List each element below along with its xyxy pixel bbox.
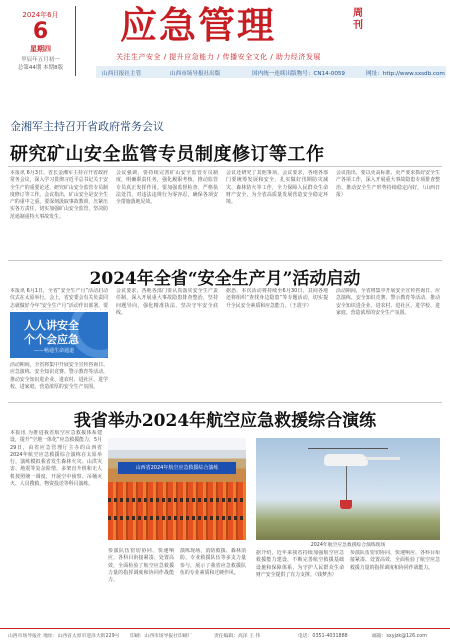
safety-month-promo	[10, 312, 108, 358]
article2-col3: 据悉，本次活动将持续至6月30日，其间各地还将组织“查找身边隐患”等专题活动，切实提升全民安全素质和应急能力。（王震宇）	[226, 288, 328, 309]
paper-name: 应急管理	[120, 4, 276, 47]
footer-phone: 电话：0351-4031888	[298, 634, 348, 639]
masthead	[0, 0, 450, 84]
info-bar	[96, 66, 446, 78]
article1-col4: 会议指出，要以更高标准、更严要求抓好安全生产各项工作，深入开展重大事故隐患专项排查整治，推动安全生产形势持续稳定向好。（山西日报）	[336, 170, 440, 198]
issue-number: 总第44期 本期8版	[17, 65, 64, 71]
promo-line3: ——畅通生命通道	[34, 348, 75, 354]
divider	[8, 166, 442, 167]
article3-col1: 本报讯 为推进我省航空应急救援体系建设，提升“空地一体化”应急救援能力，5月29日，由省应急管理厅主办的山西省2024年航空应急救援综合演练在太原举行。演练模拟我省发生森林火灾、山洪灾害、地震等复杂险情，多架直升机和无人机按照统一调度，开展空中侦察、吊桶灭火、人员搜救、物资投送等科目演练。	[10, 430, 102, 488]
article2-col4: 活动期间，全省将集中开展安全宣传咨询日、应急演练、安全知识竞赛、警示教育等活动，推动安全知识进企业、进农村、进社区、进学校、进家庭，营造浓厚的安全生产氛围。	[336, 288, 440, 316]
footer-address: 山西市场导报社 地址：山西省太原市迎泽大街229号	[8, 634, 120, 639]
article2-col1-bottom: 活动期间，全省将集中开展安全宣传咨询日、应急演练、安全知识竞赛、警示教育等活动，推动安全知识进企业、进农村、进社区、进学校、进家庭，营造浓厚的安全生产氛围。	[10, 362, 108, 390]
footer-editor: 责任编辑：高泽 王 伟	[214, 634, 261, 639]
crowd-heads	[108, 516, 246, 520]
drill-banner: 山西省2024年航空应急救援综合演练	[118, 462, 236, 474]
helicopter-tail	[366, 457, 400, 460]
bucket-cable	[346, 466, 347, 500]
footer-email[interactable]: 邮箱：sxyjzk@126.com	[372, 634, 427, 639]
sponsor: 山西日报社主管	[102, 71, 142, 77]
rescue-team-crowd	[108, 482, 246, 540]
article2-headline[interactable]: 2024年全省“安全生产月”活动启动	[89, 269, 361, 289]
date-weekday: 星期四	[30, 45, 51, 53]
helicopter-rotor	[308, 448, 388, 449]
date-day: 6	[32, 19, 49, 44]
publisher: 山西市场导报社出版	[170, 71, 221, 77]
article3-col3: 演练现场，消防救援、森林消防、专业救援队伍等多支力量参与，展示了我省应急救援队伍的专业素质和过硬作风。	[180, 548, 246, 576]
promo-line1: 人人讲安全	[24, 319, 79, 332]
water-bucket-icon	[340, 500, 352, 509]
article1-col3: 会议还研究了其他事项。会议要求，各地各部门要统筹发展和安全，扎实做好汛期防灾减灾、森林防火等工作，全力保障人民群众生命财产安全，为全省高质量发展营造安全稳定环境。	[226, 170, 328, 206]
article2-col1-top: 本报讯 6月1日，全省“安全生产月”活动启动仪式在太原举行。会上，省安委会有关负责同志就做好今年“安全生产月”活动作出部署，要	[10, 288, 108, 309]
lunar-date: 甲辰年五月初一	[21, 57, 60, 63]
date-year-month: 2024年6月	[22, 11, 59, 19]
article3-headline[interactable]: 我省举办2024年航空应急救援综合演练	[73, 411, 377, 431]
article1-col2: 会议强调，要持续完善矿山安全监管专员制度，明确职责任务，强化履职考核，推动监管专员真正发挥作用。要加强监督检查，严格执法处罚，对违法违规行为零容忍，确保各项安全措施落地见效。	[116, 170, 218, 206]
promo-line2: 个个会应急	[24, 333, 79, 346]
photo-caption: 2024年航空应急救援综合演练现场	[310, 543, 386, 548]
divider	[8, 402, 442, 403]
helicopter-photo	[256, 438, 440, 540]
website-link[interactable]: 网址：http://www.sxsdb.com	[366, 71, 445, 77]
article3-col2: 参演队伍密切协同、快速响应，各科目衔接紧凑、处置高效，全面检验了航空应急救援力量的指挥调度和协同作战能力。	[108, 548, 174, 584]
slogan: 关注生产安全 / 提升应急能力 / 传播安全文化 / 助力经济发展	[116, 53, 321, 61]
article1-col1: 本报讯 6月3日，省长金湘军主持召开省政府常务会议，深入学习贯彻习近平总书记关于安全生产的重要论述，研究矿山安全监管专员制度修订等工作。会议指出，矿山安全是安全生产的重中之重，要深刻汲取事故教训，压紧压实各方责任，切实加强矿山安全监管，坚决防范遏制重特大事故发生。	[10, 170, 108, 220]
article1-headline[interactable]: 研究矿山安全监管专员制度修订等工作	[10, 144, 325, 165]
article3-col5: 参演队伍密切协同、快速响应，各科目衔接紧凑、处置高效，全面检验了航空应急救援力量的指挥调度和协同作战能力。	[350, 550, 440, 571]
footer-printer: 印刷：山西市场导报社印刷厂	[130, 634, 193, 639]
article2-col2: 会议要求，各地各部门要认真落实安全生产责任制，深入开展重大事故隐患排查整治，坚持问题导向，强化精准执法，坚决守牢安全底线。	[116, 288, 218, 316]
periodical-label: 周刊	[353, 8, 363, 31]
date-box	[6, 6, 76, 76]
footer	[0, 628, 450, 640]
article1-kicker: 金湘军主持召开省政府常务会议	[10, 120, 164, 133]
divider	[8, 260, 442, 261]
article3-col4: 据介绍，近年来我省持续加强航空应急救援能力建设，不断完善航空救援基础设施和保障体系，为守护人民群众生命财产安全提供了有力支撑。（钱梦杰）	[256, 550, 344, 578]
helicopter-icon	[324, 454, 368, 466]
crowd-heads	[108, 498, 246, 502]
drill-ceremony-photo	[108, 438, 246, 540]
issue-info	[6, 56, 75, 72]
cn-number: 国内统一连续出版物号：CN14-0059	[252, 71, 345, 77]
